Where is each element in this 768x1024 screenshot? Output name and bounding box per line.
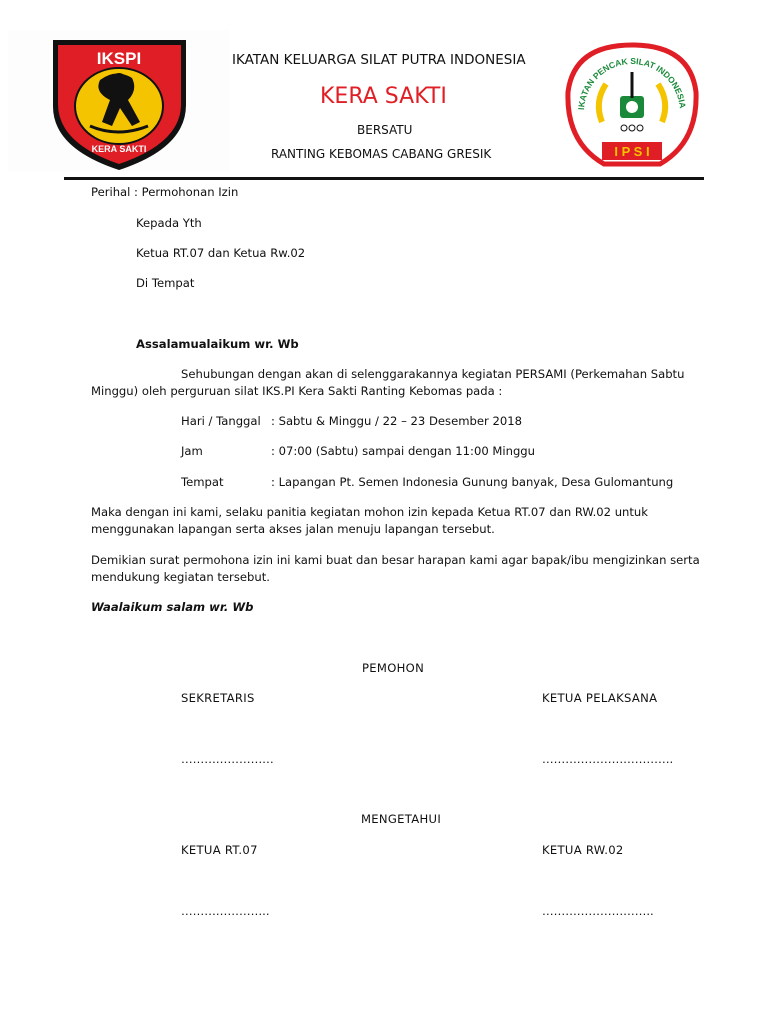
monkey-emblem-icon <box>8 30 230 172</box>
paragraph-2-line-1: Maka dengan ini kami, selaku panitia kegiatan mohon izin kepada Ketua RT.07 dan RW.02 untuk <box>91 505 648 519</box>
signature-line-ketua-rw: ……………………….. <box>542 904 654 918</box>
paragraph-2-line-2: menggunakan lapangan serta akses jalan menuju lapangan tersebut. <box>91 522 495 536</box>
detail-label-time: Jam <box>181 444 203 458</box>
ketua-rw-label: KETUA RW.02 <box>542 843 624 857</box>
detail-label-date: Hari / Tanggal <box>181 414 261 428</box>
recipient-line-2: Ketua RT.07 dan Ketua Rw.02 <box>136 246 306 260</box>
ketua-pelaksana-label: KETUA PELAKSANA <box>542 691 658 705</box>
ikspi-logo-top-text: IKSPI <box>96 49 142 68</box>
ipsi-arc-text: IKATAN PENCAK SILAT INDONESIA <box>576 55 688 111</box>
detail-value-time: : 07:00 (Sabtu) sampai dengan 11:00 Minggu <box>271 444 536 458</box>
ketua-rt-label: KETUA RT.07 <box>181 843 258 857</box>
ikspi-logo <box>8 30 230 172</box>
detail-label-place: Tempat <box>181 475 224 489</box>
ikspi-logo-bottom-text: KERA SAKTI <box>91 144 147 154</box>
pemohon-heading: PEMOHON <box>362 661 425 675</box>
closing: Waalaikum salam wr. Wb <box>91 600 254 614</box>
mengetahui-heading: MENGETAHUI <box>361 812 442 826</box>
paragraph-1-line-2: Minggu) oleh perguruan silat IKS.PI Kera Sakti Ranting Kebomas pada : <box>91 384 503 398</box>
motto: BERSATU <box>357 123 413 137</box>
signature-line-sekretaris: …………………… <box>181 752 274 766</box>
signature-line-ketua-pelaksana: ……………………………. <box>542 752 674 766</box>
recipient-line-1: Kepada Yth <box>136 216 202 230</box>
ipsi-bottom-text: I P S I <box>614 144 650 159</box>
org-name: IKATAN KELUARGA SILAT PUTRA INDONESIA <box>232 52 526 68</box>
paragraph-3-line-1: Demikian surat permohona izin ini kami buat dan besar harapan kami agar bapak/ibu mengizinkan serta <box>91 553 700 567</box>
subject-line: Perihal : Permohonan Izin <box>91 185 239 199</box>
paragraph-3-line-2: mendukung kegiatan tersebut. <box>91 570 270 584</box>
detail-value-place: : Lapangan Pt. Semen Indonesia Gunung banyak, Desa Gulomantung <box>271 475 674 489</box>
greeting: Assalamualaikum wr. Wb <box>136 337 299 351</box>
header-divider <box>64 177 704 180</box>
branch-name: RANTING KEBOMAS CABANG GRESIK <box>271 147 492 161</box>
ipsi-emblem-icon <box>562 42 702 170</box>
sekretaris-label: SEKRETARIS <box>181 691 255 705</box>
detail-value-date: : Sabtu & Minggu / 22 – 23 Desember 2018 <box>271 414 522 428</box>
ipsi-logo <box>562 42 702 170</box>
letterhead-title: KERA SAKTI <box>320 84 447 109</box>
signature-line-ketua-rt: ………………….. <box>181 904 270 918</box>
recipient-line-3: Di Tempat <box>136 276 195 290</box>
paragraph-1-line-1: Sehubungan dengan akan di selenggarakannya kegiatan PERSAMI (Perkemahan Sabtu <box>181 367 685 381</box>
